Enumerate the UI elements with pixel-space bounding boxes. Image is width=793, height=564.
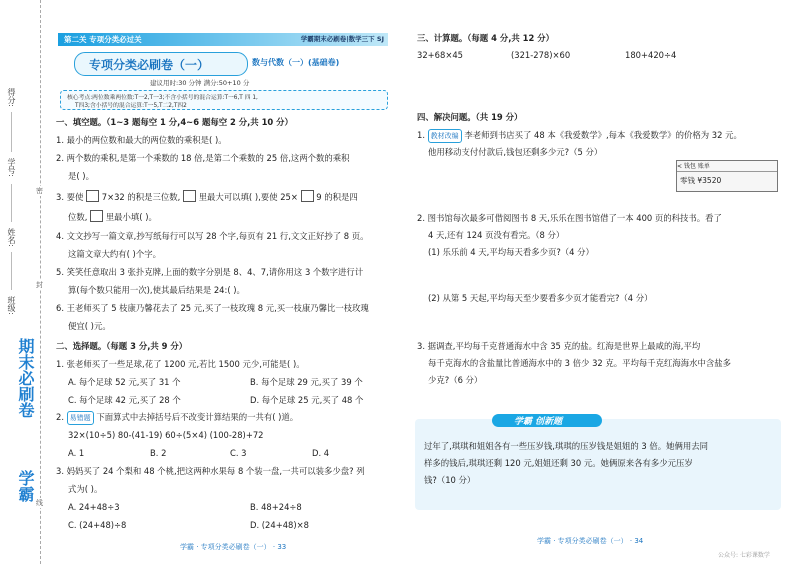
sec4-q3b: 每千克海水的含盐量比普通海水中的 3 倍少 32 克。平均每千克红海海水中含盐多 xyxy=(428,358,732,368)
innov-l1: 过年了,琪琪和姐姐各有一些压岁钱,琪琪的压岁钱是姐姐的 3 倍。她俩用去同 xyxy=(424,441,708,451)
sec4-q3c: 少克?（6 分） xyxy=(428,375,483,385)
sec3-e2: (321-278)×60 xyxy=(511,50,571,60)
q3b-text-2: 里最小填( )。 xyxy=(105,212,157,222)
sec4-q2b: 4 天,还有 124 页没有看完。（8 分） xyxy=(428,230,565,240)
sec2-q2-exprs: 32×(10÷5) 80-(41-19) 60÷(5×4) (100-28)+72 xyxy=(68,430,264,440)
footer-right: 学霸 · 专项分类必刷卷（一） · 34 xyxy=(537,537,644,545)
sec4-q2-2: (2) 从第 5 天起,平均每天至少要看多少页才能看完?（4 分） xyxy=(428,293,653,303)
sec2-q3a: 3. 妈妈买了 24 个梨和 48 个桃,把这两种水果每 8 个装一盘,一共可以装多少盘? 列 xyxy=(56,466,365,476)
watermark: 公众号: 七彩课数学 xyxy=(718,552,770,559)
sec2-q3-a: A. 24+48÷3 xyxy=(68,502,120,512)
footer-left: 学霸 · 专项分类必刷卷（一） · 33 xyxy=(180,543,287,551)
level-tag: 第二关 专项分类必过关 xyxy=(64,35,142,44)
sec1-q4a: 4. 文文抄写一篇文章,抄写纸每行可以写 28 个字,每页有 21 行,文文正好抄了 8 页。 xyxy=(56,231,369,241)
core-line-1: 核心考点:两位数乘两位数:T一2,T一3;不含小括号的混合运算:T一6,T 四 1, xyxy=(67,95,258,101)
header-bar xyxy=(58,33,388,46)
innov-l3: 钱?（10 分） xyxy=(424,475,476,485)
cut-label-mid: 封 xyxy=(36,281,43,289)
q3-text-3: 里最大可以填( ),要使 25× xyxy=(198,192,298,202)
sec2-q2-d: D. 4 xyxy=(312,448,330,458)
sec4-q2-1: (1) 乐乐前 4 天,平均每天看多少页?（4 分） xyxy=(428,247,594,257)
sec2-q1: 1. 张老师买了一些足球,花了 1200 元,若比 1500 元少,可能是( )。 xyxy=(56,359,305,369)
blank-box[interactable] xyxy=(183,190,196,202)
wallet-card xyxy=(676,160,778,192)
innov-l2: 样多的钱后,琪琪还剩 120 元,姐姐还剩 30 元。她俩原来各有多少元压岁 xyxy=(424,458,693,468)
paper-title-box xyxy=(74,52,248,76)
paper-meta: 建议用时:30 分钟 满分:50+10 分 xyxy=(150,79,250,87)
sec4-q2a: 2. 图书馆每次最多可借阅图书 8 天,乐乐在图书馆借了一本 400 页的科技书。看了 xyxy=(417,213,722,223)
cut-label-top: 密 xyxy=(36,187,43,195)
blank-box[interactable] xyxy=(90,210,103,222)
sec1-q5b: 算(每个数只能用一次),使其最后结果是 24:( )。 xyxy=(68,285,245,295)
q3-text-1: 3. 要使 xyxy=(56,192,84,202)
sec4-q1b: 他用移动支付付款后,钱包还剩多少元?（5 分） xyxy=(428,147,603,157)
sec2-q3-b: B. 48+24÷8 xyxy=(250,502,302,512)
sec2-q1-b: B. 每个足球 29 元,买了 39 个 xyxy=(250,377,363,387)
sec1-q1: 1. 最小的两位数和最大的两位数的乘积是( )。 xyxy=(56,135,227,145)
brand-logo xyxy=(10,330,40,530)
core-line-2: T四3;含小括号的混合运算:T一5,T二2,T四2 xyxy=(75,103,187,109)
brand-word-a: 学霸 xyxy=(16,470,35,502)
book-title: 学霸期末必刷卷|数学三下 SJ xyxy=(300,35,384,43)
tricky-tag: 易错题 xyxy=(67,411,94,425)
q3-text-4: 9 的积是四 xyxy=(316,192,358,202)
sec2-q2-b: B. 2 xyxy=(150,448,167,458)
brand-word-b: 期末必刷卷 xyxy=(16,338,35,418)
sec2-q2-c: C. 3 xyxy=(230,448,247,458)
name-label: 姓名: xyxy=(7,228,16,247)
sec1-q6b: 便宜( )元。 xyxy=(68,321,111,331)
sec1-q2a: 2. 两个数的乘积,是第一个乘数的 18 倍,是第二个乘数的 25 倍,这两个数的乘积 xyxy=(56,153,350,163)
sec2-q2-text: 下面算式中去掉括号后不改变计算结果的一共有( )道。 xyxy=(96,412,299,422)
sec1-q4b: 这篇文章大约有( )个字。 xyxy=(68,249,161,259)
core-points-box xyxy=(60,90,388,110)
wallet-header: < 钱包 账单 xyxy=(677,161,777,172)
sec4-q1a-text: 李老师到书店买了 48 本《我爱数学》,每本《我爱数学》的价格为 32 元。 xyxy=(464,130,742,140)
sec2-q1-a: A. 每个足球 52 元,买了 31 个 xyxy=(68,377,181,387)
sec1-q3a xyxy=(56,190,358,203)
student-id-label: 学号: xyxy=(7,158,16,177)
sec1-q3b xyxy=(68,210,157,223)
binding-strip xyxy=(0,0,52,564)
sec2-q2-a: A. 1 xyxy=(68,448,85,458)
sec2-q2: 2. 易错题 下面算式中去掉括号后不改变计算结果的一共有( )道。 xyxy=(56,411,298,425)
sec3-e1: 32+68×45 xyxy=(417,50,464,60)
paper-subtitle: 数与代数（一）(基础卷) xyxy=(252,58,340,67)
sec1-q6a: 6. 王老师买了 5 枝康乃馨花去了 25 元,买了一枝玫瑰 8 元,买一枝康乃馨比一枝玫瑰 xyxy=(56,303,369,313)
score-label: 得分: xyxy=(7,88,16,107)
blank-box[interactable] xyxy=(301,190,314,202)
sec1-q5a: 5. 笑笑任意取出 3 张扑克牌,上面的数字分别是 8、4、7,请你用这 3 个数字进行计 xyxy=(56,267,364,277)
sec2-q1-c: C. 每个足球 42 元,买了 28 个 xyxy=(68,395,181,405)
sec1-title: 一、填空题。（1~3 题每空 1 分,4~6 题每空 2 分,共 10 分） xyxy=(56,117,293,127)
sec2-q3b: 式为( )。 xyxy=(68,484,103,494)
sec1-q2b: 是( )。 xyxy=(68,171,94,181)
sec4-q1a: 1. 教材改编 李老师到书店买了 48 本《我爱数学》,每本《我爱数学》的价格为 32 元。 xyxy=(417,129,742,143)
q3b-text-1: 位数, xyxy=(68,212,88,222)
sec2-q3-c: C. (24+48)÷8 xyxy=(68,520,127,530)
sec4-q3a: 3. 据调查,平均每千克普通海水中含 35 克的盐。红海是世界上最咸的海,平均 xyxy=(417,341,701,351)
cut-label-bot: 线 xyxy=(36,499,43,507)
q3-text-2: 7×32 的积是三位数, xyxy=(101,192,181,202)
sec2-q1-d: D. 每个足球 25 元,买了 48 个 xyxy=(250,395,364,405)
sec4-title: 四、解决问题。（共 19 分） xyxy=(417,112,523,122)
textbook-tag: 教材改编 xyxy=(428,129,462,143)
innovation-tag xyxy=(492,414,602,427)
sec3-title: 三、计算题。（每题 4 分,共 12 分） xyxy=(417,33,555,43)
innovation-tag-text: 学霸 创新题 xyxy=(514,417,563,427)
class-label: 班级: xyxy=(7,296,16,315)
sec2-q3-d: D. (24+48)×8 xyxy=(250,520,309,530)
blank-box[interactable] xyxy=(86,190,99,202)
sec2-title: 二、选择题。（每题 3 分,共 9 分） xyxy=(56,341,188,351)
sec3-e3: 180+420÷4 xyxy=(625,50,677,60)
wallet-balance: 零钱 ¥3520 xyxy=(680,176,722,185)
paper-title: 专项分类必刷卷（一） xyxy=(89,58,210,72)
